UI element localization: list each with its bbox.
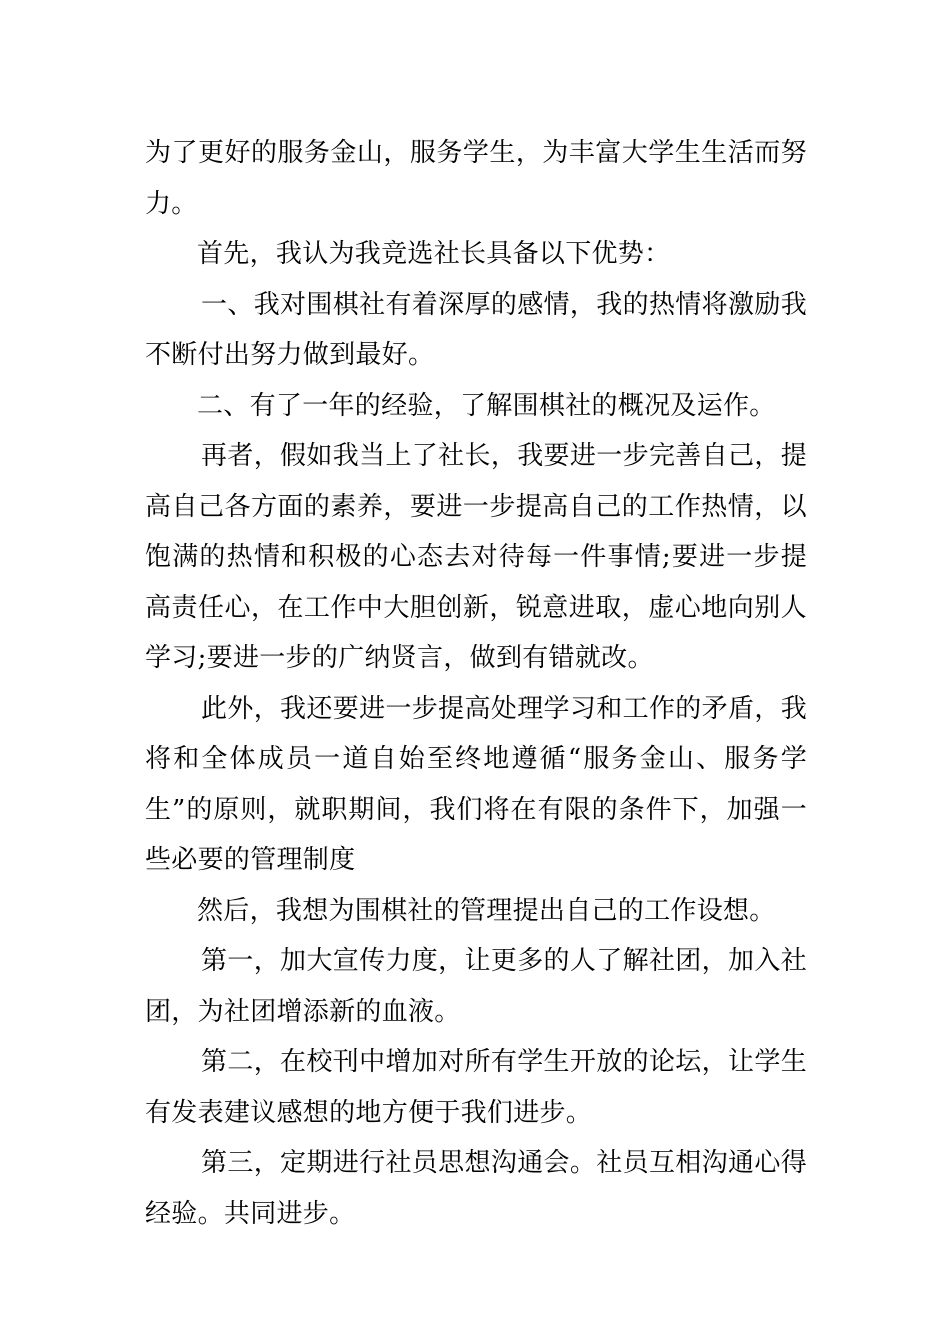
paragraph-principles: 此外，我还要进一步提高处理学习和工作的矛盾，我将和全体成员一道自始至终地遵循“服务金山、服务学生”的原则，就职期间，我们将在有限的条件下，加强一些必要的管理制度 xyxy=(145,693,807,875)
paragraph-advantages-intro: 首先，我认为我竞选社长具备以下优势： xyxy=(197,239,671,269)
document-body xyxy=(145,128,807,1239)
paragraph-advantage-two: 二、有了一年的经验，了解围棋社的概况及运作。 xyxy=(197,390,776,421)
paragraph-plan-two: 第二，在校刊中增加对所有学生开放的论坛，让学生有发表建议感想的地方便于我们进步。 xyxy=(145,1047,807,1128)
paragraph-plan-one: 第一，加大宣传力度，让更多的人了解社团，加入社团，为社团增添新的血液。 xyxy=(145,946,807,1027)
paragraph-intro-continuation: 为了更好的服务金山，服务学生，为丰富大学生生活而努力。 xyxy=(145,138,807,219)
paragraph-advantage-one: 一、我对围棋社有着深厚的感情，我的热情将激励我不断付出努力做到最好。 xyxy=(145,289,807,370)
paragraph-plan-three: 第三，定期进行社员思想沟通会。社员互相沟通心得经验。共同进步。 xyxy=(145,1148,807,1229)
paragraph-plans-intro: 然后，我想为围棋社的管理提出自己的工作设想。 xyxy=(197,895,776,926)
paragraph-self-improvement: 再者，假如我当上了社长，我要进一步完善自己，提高自己各方面的素养，要进一步提高自己的工作热情，以饱满的热情和积极的心态去对待每一件事情;要进一步提高责任心，在工作中大胆创新，锐意进取，虚心地向别人学习;要进一步的广纳贤言，做到有错就改。 xyxy=(145,441,807,673)
